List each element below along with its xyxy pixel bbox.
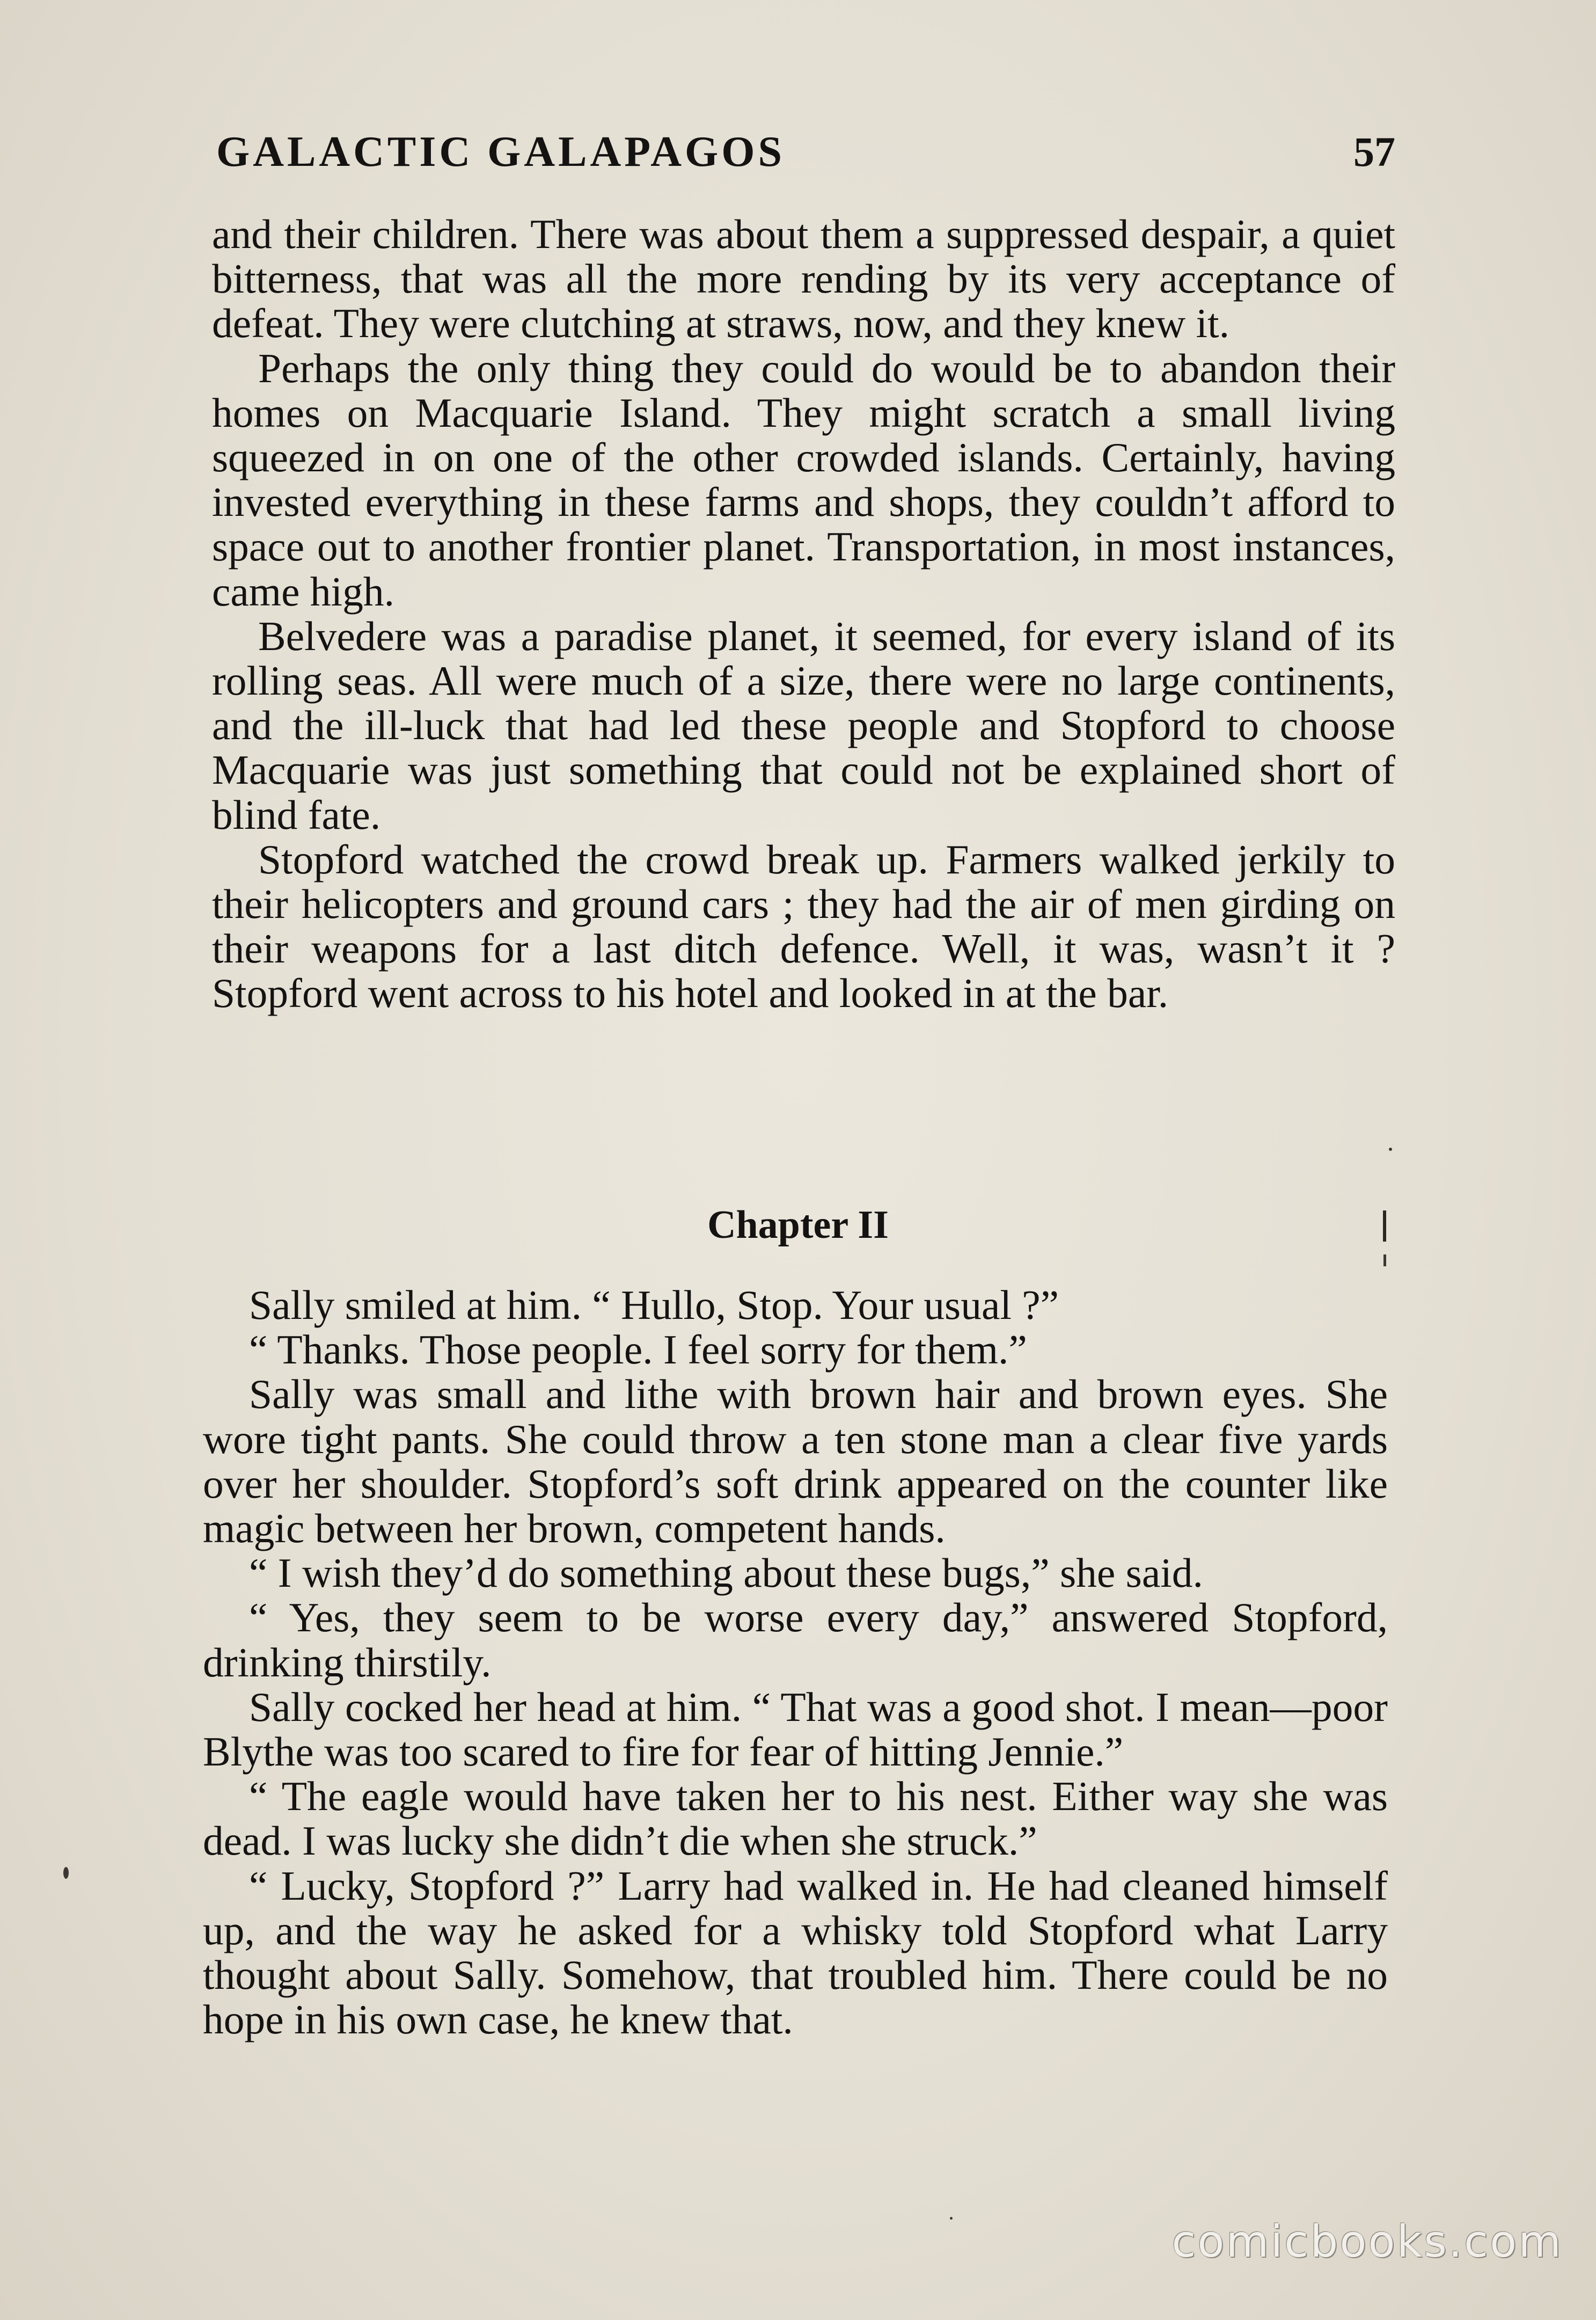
print-mark: [1383, 1254, 1386, 1266]
paper-speck: [950, 2217, 953, 2220]
body-text-section-1: [212, 212, 1395, 1016]
paper-speck: [1389, 1148, 1392, 1151]
paragraph: Sally smiled at him. “ Hullo, Stop. Your usual ?”: [249, 1282, 1059, 1328]
paragraph: “ Yes, they seem to be worse every day,” answered Stopford, drinking thirstily.: [203, 1594, 1388, 1686]
chapter-heading: Chapter II: [707, 1203, 889, 1247]
paragraph: Sally cocked her head at him. “ That was a good shot. I mean—poor Blythe was too scared to fire for fear of hitting Jennie.”: [203, 1683, 1388, 1775]
paragraph: and their children. There was about them a suppressed despair, a quiet bitterness, that was all the more rending by its very acceptance of defeat. They were clutching at straws, now, and they knew it.: [212, 211, 1395, 347]
paragraph: “ Thanks. Those people. I feel sorry for them.”: [249, 1326, 1027, 1373]
print-mark: [1383, 1210, 1386, 1242]
paragraph: “ The eagle would have taken her to his nest. Either way she was dead. I was lucky she didn’t die when she struck.”: [203, 1773, 1388, 1864]
paper-speck: [63, 1867, 69, 1879]
paragraph: “ Lucky, Stopford ?” Larry had walked in. He had cleaned himself up, and the way he asked for a whisky told Stopford what Larry thought about Sally. Somehow, that troubled him. There could be no hope in his own case, he knew that.: [203, 1862, 1388, 2043]
body-text-section-2: [203, 1283, 1388, 2042]
paragraph: Perhaps the only thing they could do would be to abandon their homes on Macquarie Island. They might scratch a small living squeezed in on one of the other crowded islands. Certainly, having invested everything in these farms and shops, they couldn’t afford to space out to another frontier planet. Transportation, in most instances, came high.: [212, 345, 1395, 615]
page-number: 57: [1353, 128, 1395, 175]
paragraph: Belvedere was a paradise planet, it seemed, for every island of its rolling seas. All were much of a size, there were no large continents, and the ill-luck that had led these people and Stopford to choose Macquarie was just something that could not be explained short of blind fate.: [212, 612, 1395, 838]
paragraph: Sally was small and lithe with brown hair and brown eyes. She wore tight pants. She could throw a ten stone man a clear five yards over her shoulder. Stopford’s soft drink appeared on the counter like magic between her brown, competent hands.: [203, 1371, 1388, 1552]
running-title: GALACTIC GALAPAGOS: [216, 128, 785, 176]
running-head: [216, 122, 1395, 181]
paragraph: “ I wish they’d do something about these bugs,” she said.: [249, 1550, 1203, 1596]
paragraph: Stopford watched the crowd break up. Farmers walked jerkily to their helicopters and ground cars ; they had the air of men girding on their weapons for a last ditch defence. Well, it was, wasn’t it ? Stopford went across to his hotel and looked in at the bar.: [212, 836, 1395, 1017]
watermark: comicbooks.com: [1172, 2216, 1563, 2267]
